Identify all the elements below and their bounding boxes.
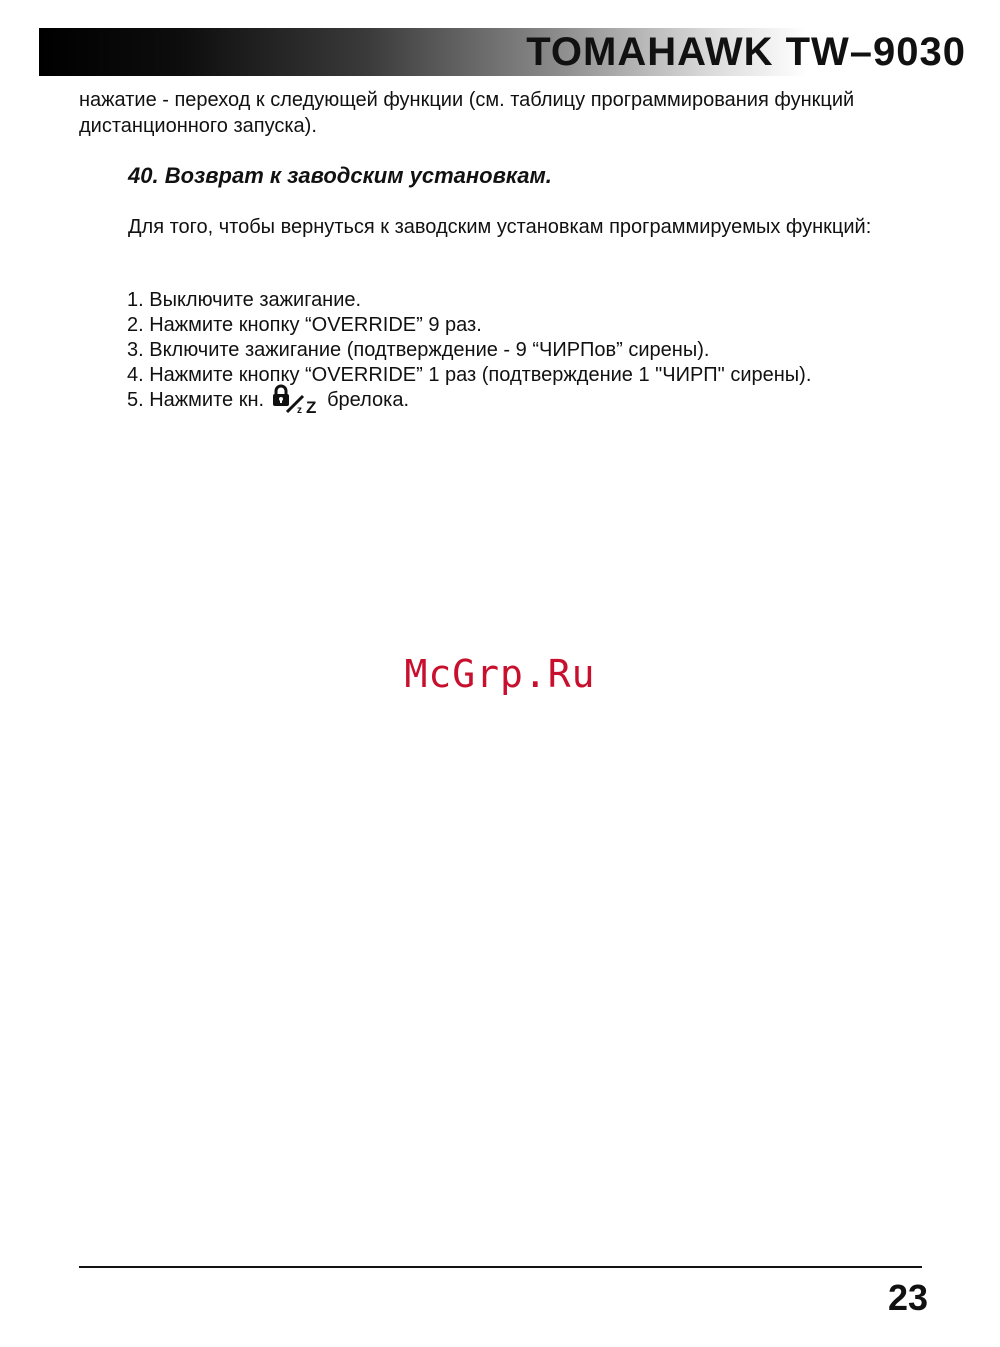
step-item: 4. Нажмите кнопку “OVERRIDE” 1 раз (подтверждение 1 "ЧИРП" сирены). (127, 364, 812, 386)
step-item: 3. Включите зажигание (подтверждение - 9 “ЧИРПов” сирены). (127, 339, 710, 361)
step-5-text-after: брелока. (327, 389, 410, 411)
step-item: 1. Выключите зажигание. (127, 289, 362, 311)
intro-text: нажатие - переход к следующей функции (см. таблицу программирования функций дистанционного запуска). (79, 89, 855, 137)
lock-zz-icon (271, 388, 319, 413)
step-item: 2. Нажмите кнопку “OVERRIDE” 9 раз. (127, 314, 482, 336)
watermark: McGrp.Ru (404, 652, 596, 696)
steps-list (127, 288, 811, 413)
page-number: 23 (887, 1277, 928, 1318)
step-5-text-before: 5. Нажмите кн. (127, 389, 265, 411)
section-paragraph: Для того, чтобы вернуться к заводским установкам программируемых функций: (128, 216, 872, 238)
svg-text:z: z (297, 405, 303, 414)
section-heading: 40. Возврат к заводским установкам. (128, 163, 552, 188)
step-item (127, 388, 811, 413)
header-title: TOMAHAWK TW–9030 (526, 30, 966, 74)
svg-text:Z: Z (306, 398, 317, 414)
footer-divider (79, 1266, 922, 1268)
